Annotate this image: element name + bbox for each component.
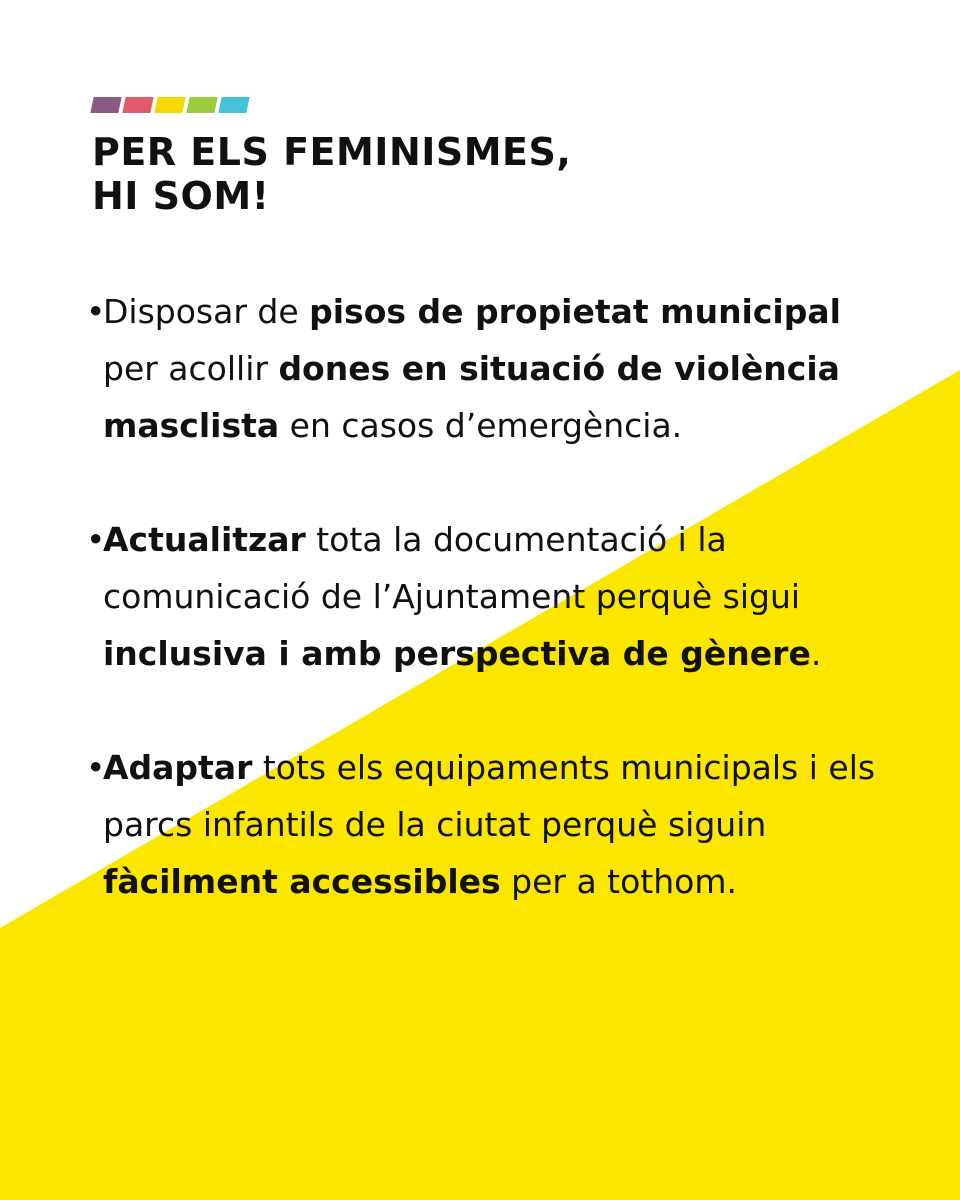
title-line-1: PER ELS FEMINISMES,	[92, 130, 572, 174]
text-segment: per a tothom.	[500, 862, 737, 901]
page-title	[92, 130, 571, 218]
bold-segment: dones en situació de violència masclista	[103, 349, 840, 445]
bold-segment: pisos de propietat municipal	[309, 292, 841, 331]
stripe-green	[186, 97, 217, 113]
bullet-marker: •	[86, 748, 106, 787]
text-segment: per acollir	[103, 349, 279, 388]
text-segment: tots els equipaments municipals i els parcs infantils de la ciutat perquè siguin	[103, 748, 876, 844]
bullet-marker: •	[86, 520, 106, 559]
stripe-pink	[122, 97, 153, 113]
bullet-marker: •	[86, 292, 106, 331]
text-segment: Disposar de	[103, 292, 310, 331]
text-segment: tota la documentació i la comunicació de l’Ajuntament perquè sigui	[103, 520, 801, 616]
text-segment: .	[810, 634, 822, 673]
title-line-2: HI SOM!	[92, 174, 270, 218]
proposal-item-2	[86, 511, 886, 682]
bold-segment: Adaptar	[103, 748, 253, 787]
proposal-text	[103, 520, 821, 673]
bold-segment: fàcilment accessibles	[103, 862, 501, 901]
bold-segment: inclusiva i amb perspectiva de gènere	[103, 634, 811, 673]
proposal-text	[103, 748, 875, 901]
proposals-list	[86, 283, 886, 967]
text-segment: en casos d’emergència.	[279, 406, 683, 445]
proposal-text	[103, 292, 841, 445]
color-stripes-logo	[92, 97, 248, 113]
proposal-item-3	[86, 739, 886, 910]
bold-segment: Actualitzar	[103, 520, 306, 559]
stripe-cyan	[218, 97, 249, 113]
proposal-item-1	[86, 283, 886, 454]
stripe-yellow	[154, 97, 185, 113]
stripe-purple	[90, 97, 121, 113]
